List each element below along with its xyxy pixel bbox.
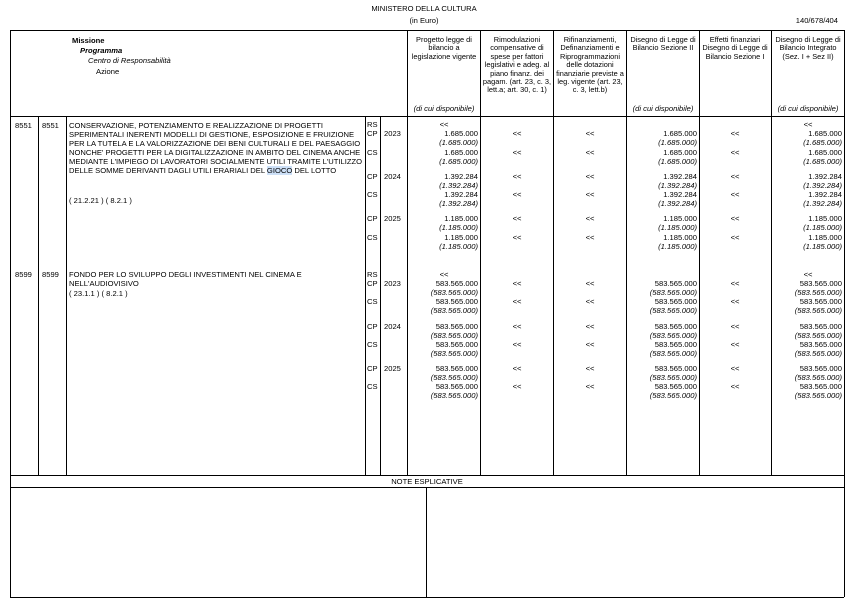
amount: << bbox=[585, 148, 595, 157]
amount-available: (1.185.000) bbox=[658, 223, 697, 232]
amount-available: (1.392.284) bbox=[803, 181, 842, 190]
amount-available: (1.685.000) bbox=[803, 157, 842, 166]
amount-available: (583.565.000) bbox=[794, 391, 842, 400]
amount: << bbox=[730, 382, 740, 391]
cs-label: CS bbox=[367, 190, 378, 199]
amount: << bbox=[585, 233, 595, 242]
amount: << bbox=[512, 148, 522, 157]
amount-available: (583.565.000) bbox=[794, 373, 842, 382]
item-code: 8599 bbox=[42, 270, 59, 279]
amount: << bbox=[730, 340, 740, 349]
amount: 1.185.000 bbox=[444, 214, 478, 223]
amount: 1.185.000 bbox=[663, 233, 697, 242]
amount-available: (583.565.000) bbox=[649, 288, 697, 297]
amount-available: (1.185.000) bbox=[803, 223, 842, 232]
cp-label: CP bbox=[367, 322, 378, 331]
missione-label: Missione bbox=[72, 36, 105, 45]
amount: 583.565.000 bbox=[799, 364, 842, 373]
amount: << bbox=[512, 129, 522, 138]
column-header-legislazione-vigente: Progetto legge di bilancio a legislazione vigente bbox=[411, 35, 477, 61]
item-code: 8551 bbox=[15, 121, 32, 130]
amount: 1.685.000 bbox=[808, 129, 842, 138]
amount: 1.392.284 bbox=[808, 190, 842, 199]
amount-available: (1.685.000) bbox=[439, 138, 478, 147]
amount: 583.565.000 bbox=[654, 364, 697, 373]
amount: << bbox=[585, 382, 595, 391]
azione-label: Azione bbox=[96, 67, 120, 76]
item-classification-codes: ( 23.1.1 ) ( 8.2.1 ) bbox=[69, 289, 128, 298]
centro-label: Centro di Responsabilità bbox=[88, 56, 171, 65]
amount: 1.685.000 bbox=[808, 148, 842, 157]
amount: << bbox=[512, 382, 522, 391]
ministry-title: MINISTERO DELLA CULTURA bbox=[371, 4, 477, 13]
amount-available: (1.685.000) bbox=[658, 138, 697, 147]
amount-available: (583.565.000) bbox=[794, 349, 842, 358]
amount-available: (583.565.000) bbox=[649, 306, 697, 315]
amount: << bbox=[512, 279, 522, 288]
amount: 583.565.000 bbox=[435, 364, 478, 373]
amount: << bbox=[585, 322, 595, 331]
amount: << bbox=[585, 190, 595, 199]
amount: 583.565.000 bbox=[435, 279, 478, 288]
column-header-sezione-ii: Disegno di Legge di Bilancio Sezione II bbox=[630, 35, 696, 53]
column-header-rifinanziamenti: Rifinanziamenti, Definanziamenti e Riprogrammazioni delle dotazioni finanziarie previste a leg. vigente (art. 23, c. 3, lett.b) bbox=[556, 35, 624, 95]
column-header-rimodulazioni: Rimodulazioni compensative di spese per fattori legislativi e adeg. al piano finanz. dei pagam. (art. 23, c. 3, lett.a; art. 30, c. 1) bbox=[482, 35, 552, 95]
amount: << bbox=[512, 364, 522, 373]
amount-available: (1.185.000) bbox=[658, 242, 697, 251]
programma-label: Programma bbox=[80, 46, 123, 55]
amount: << bbox=[585, 129, 595, 138]
rs-label: RS bbox=[367, 120, 378, 129]
cp-label: CP bbox=[367, 172, 378, 181]
amount: 1.392.284 bbox=[663, 172, 697, 181]
amount: << bbox=[512, 233, 522, 242]
amount: 1.392.284 bbox=[808, 172, 842, 181]
amount: << bbox=[512, 214, 522, 223]
amount-available: (583.565.000) bbox=[430, 288, 478, 297]
cs-label: CS bbox=[367, 297, 378, 306]
rs-label: RS bbox=[367, 270, 378, 279]
cs-label: CS bbox=[367, 148, 378, 157]
amount-available: (1.392.284) bbox=[658, 181, 697, 190]
page-reference: 140/678/404 bbox=[795, 16, 838, 25]
amount: 1.392.284 bbox=[444, 190, 478, 199]
amount: 583.565.000 bbox=[799, 382, 842, 391]
amount: << bbox=[730, 364, 740, 373]
amount: << bbox=[730, 214, 740, 223]
amount-available: (583.565.000) bbox=[794, 288, 842, 297]
amount-available: (1.392.284) bbox=[803, 199, 842, 208]
notes-left-panel bbox=[11, 488, 425, 596]
amount: << bbox=[585, 172, 595, 181]
amount: << bbox=[730, 129, 740, 138]
sub-header-disponibile: (di cui disponibile) bbox=[632, 104, 694, 113]
amount-available: (1.392.284) bbox=[439, 181, 478, 190]
amount: 1.392.284 bbox=[444, 172, 478, 181]
item-code: 8551 bbox=[42, 121, 59, 130]
amount: 1.685.000 bbox=[444, 148, 478, 157]
amount: 1.392.284 bbox=[663, 190, 697, 199]
amount: << bbox=[512, 322, 522, 331]
amount-available: (1.685.000) bbox=[439, 157, 478, 166]
amount: 583.565.000 bbox=[654, 279, 697, 288]
amount: 1.685.000 bbox=[444, 129, 478, 138]
amount: 1.685.000 bbox=[663, 148, 697, 157]
cp-label: CP bbox=[367, 364, 378, 373]
amount: 583.565.000 bbox=[654, 382, 697, 391]
amount: 583.565.000 bbox=[435, 340, 478, 349]
cp-label: CP bbox=[367, 214, 378, 223]
amount: << bbox=[512, 297, 522, 306]
cs-label: CS bbox=[367, 233, 378, 242]
cp-label: CP bbox=[367, 279, 378, 288]
amount: 583.565.000 bbox=[654, 297, 697, 306]
amount: << bbox=[730, 322, 740, 331]
column-header-integrato: Disegno di Legge di Bilancio Integrato (Sez. I + Sez II) bbox=[775, 35, 841, 61]
amount: 1.185.000 bbox=[444, 233, 478, 242]
item-classification-codes: ( 21.2.21 ) ( 8.2.1 ) bbox=[69, 196, 132, 205]
item-description: CONSERVAZIONE, POTENZIAMENTO E REALIZZAZIONE DI PROGETTI SPERIMENTALI INERENTI MODELLI DI GESTIONE, ESPOSIZIONE E FRUIZIONE PER LA TUTELA E LA VALORIZZAZIONE DEI BENI CULTURALI E DEL PAESAGGIO NONCHE' PROGETTI PER LA DIGITALIZZAZIONE IN AMBITO DEL CINEMA ANCHE MEDIANTE L'IMPIEGO DI LAVORATORI SOCIALMENTE UTILI TRAMITE L'UTILIZZO DELLE SOMME DERIVANTI DAGLI UTILI ERARIALI DEL GIOCO DEL LOTTO bbox=[69, 121, 363, 175]
amount-available: (1.685.000) bbox=[658, 157, 697, 166]
rs-value: << bbox=[803, 120, 813, 129]
amount: << bbox=[730, 279, 740, 288]
amount: << bbox=[730, 148, 740, 157]
unit-label: (in Euro) bbox=[409, 16, 439, 25]
amount: 1.185.000 bbox=[808, 214, 842, 223]
amount-available: (1.185.000) bbox=[803, 242, 842, 251]
amount: 583.565.000 bbox=[435, 382, 478, 391]
amount-available: (1.185.000) bbox=[439, 223, 478, 232]
amount: 583.565.000 bbox=[654, 322, 697, 331]
year-label: 2023 bbox=[384, 129, 401, 138]
year-label: 2025 bbox=[384, 214, 401, 223]
amount: << bbox=[585, 214, 595, 223]
amount-available: (583.565.000) bbox=[794, 306, 842, 315]
amount: 583.565.000 bbox=[799, 279, 842, 288]
amount: 1.185.000 bbox=[663, 214, 697, 223]
amount: << bbox=[585, 364, 595, 373]
amount-available: (1.392.284) bbox=[439, 199, 478, 208]
year-label: 2024 bbox=[384, 322, 401, 331]
amount: 583.565.000 bbox=[435, 297, 478, 306]
amount-available: (583.565.000) bbox=[430, 391, 478, 400]
amount-available: (583.565.000) bbox=[430, 349, 478, 358]
amount: << bbox=[730, 190, 740, 199]
cs-label: CS bbox=[367, 382, 378, 391]
amount-available: (583.565.000) bbox=[430, 331, 478, 340]
cp-label: CP bbox=[367, 129, 378, 138]
amount: 583.565.000 bbox=[654, 340, 697, 349]
year-label: 2024 bbox=[384, 172, 401, 181]
amount: << bbox=[585, 279, 595, 288]
amount: << bbox=[512, 172, 522, 181]
amount: << bbox=[512, 340, 522, 349]
amount: << bbox=[585, 297, 595, 306]
amount: << bbox=[585, 340, 595, 349]
amount-available: (583.565.000) bbox=[649, 349, 697, 358]
amount-available: (583.565.000) bbox=[649, 391, 697, 400]
amount-available: (583.565.000) bbox=[430, 306, 478, 315]
year-label: 2025 bbox=[384, 364, 401, 373]
amount: 583.565.000 bbox=[799, 322, 842, 331]
amount-available: (1.185.000) bbox=[439, 242, 478, 251]
amount: 583.565.000 bbox=[799, 340, 842, 349]
rs-value: << bbox=[803, 270, 813, 279]
amount-available: (1.392.284) bbox=[658, 199, 697, 208]
amount: << bbox=[730, 297, 740, 306]
cs-label: CS bbox=[367, 340, 378, 349]
sub-header-disponibile: (di cui disponibile) bbox=[413, 104, 475, 113]
item-description: FONDO PER LO SVILUPPO DEGLI INVESTIMENTI NEL CINEMA E NELL'AUDIOVISIVO bbox=[69, 270, 302, 288]
amount-available: (583.565.000) bbox=[794, 331, 842, 340]
amount-available: (583.565.000) bbox=[649, 331, 697, 340]
amount: 1.185.000 bbox=[808, 233, 842, 242]
amount: 583.565.000 bbox=[435, 322, 478, 331]
sub-header-disponibile: (di cui disponibile) bbox=[777, 104, 839, 113]
amount: 583.565.000 bbox=[799, 297, 842, 306]
amount: << bbox=[512, 190, 522, 199]
amount: 1.685.000 bbox=[663, 129, 697, 138]
amount-available: (583.565.000) bbox=[649, 373, 697, 382]
amount-available: (583.565.000) bbox=[430, 373, 478, 382]
column-header-sezione-i: Effetti finanziari Disegno di Legge di Bilancio Sezione I bbox=[702, 35, 768, 61]
notes-title: NOTE ESPLICATIVE bbox=[391, 477, 463, 486]
notes-right-panel bbox=[427, 488, 843, 596]
amount-available: (1.685.000) bbox=[803, 138, 842, 147]
amount: << bbox=[730, 233, 740, 242]
year-label: 2023 bbox=[384, 279, 401, 288]
rs-value: << bbox=[439, 270, 449, 279]
amount: << bbox=[730, 172, 740, 181]
item-code: 8599 bbox=[15, 270, 32, 279]
rs-value: << bbox=[439, 120, 449, 129]
